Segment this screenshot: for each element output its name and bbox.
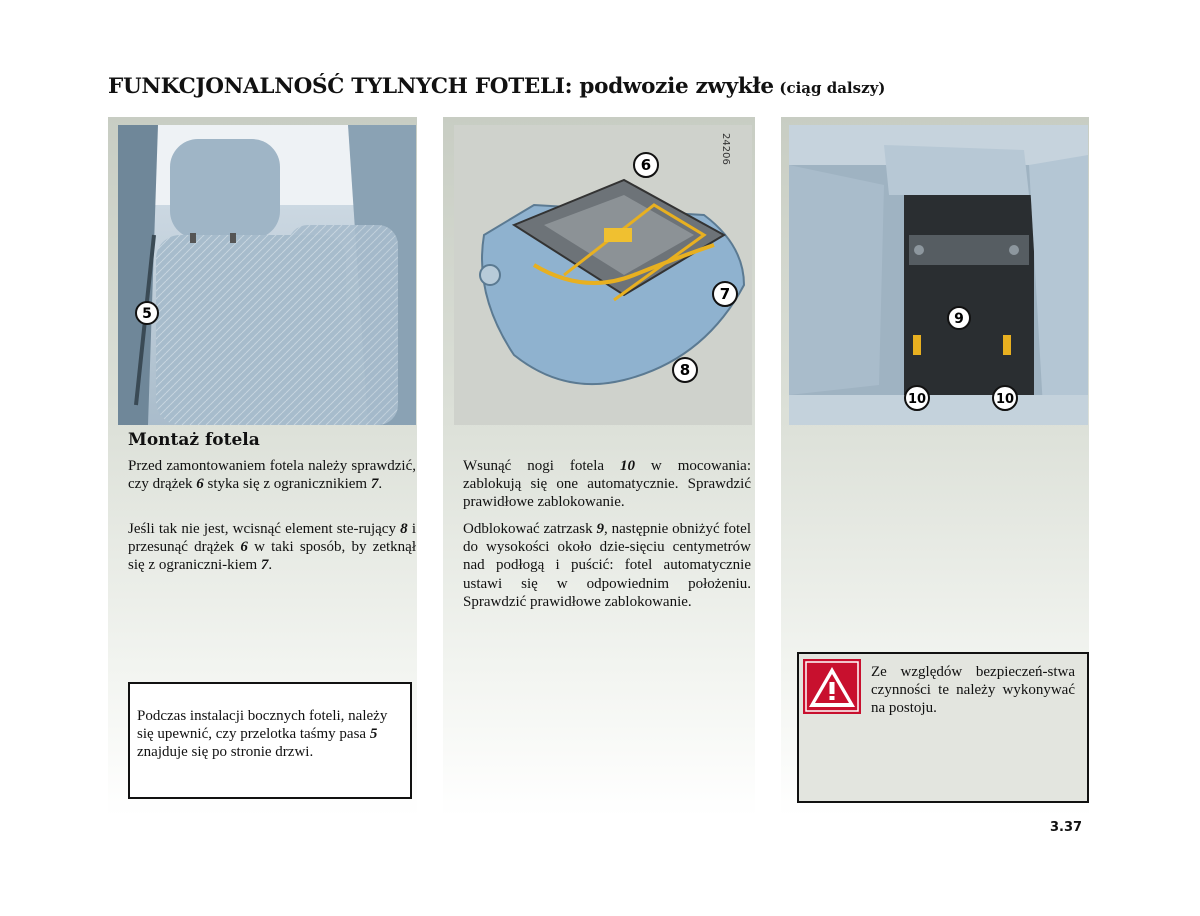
col1-paragraph-1: Przed zamontowaniem fotela należy sprawdzić, czy drążek 6 styka się z ogranicznikiem 7. — [128, 458, 416, 493]
callout-9 — [946, 305, 972, 331]
col2-paragraph-2: Odblokować zatrzask 9, następnie obniżyć fotel do wysokości około dzie-sięciu centymetrów nad podłogą i puścić: fotel automatycznie ustawi się w odpowiednim położeniu. Sprawdzić prawidłowe zablokowanie. — [463, 521, 752, 610]
section-heading: Montaż fotela — [128, 430, 260, 450]
svg-text:10: 10 — [995, 392, 1015, 407]
warning-box — [797, 652, 1089, 803]
note-text: Podczas instalacji bocznych foteli, należy się upewnić, czy przelotka taśmy pasa 5 znajduje się po stronie drzwi. — [137, 708, 388, 761]
title-main: FUNKCJONALNOŚĆ TYLNYCH FOTELI: podwozie zwykłe — [108, 74, 774, 99]
warning-text: Ze względów bezpieczeń-stwa czynności te należy wykonywać na postoju. — [871, 664, 1075, 717]
photo-rear-seat — [118, 125, 416, 425]
illustration-seat-underside — [454, 125, 752, 425]
callout-10-right — [990, 384, 1020, 412]
col1-paragraph-2: Jeśli tak nie jest, wcisnąć element ste-rujący 8 i przesunąć drążek 6 w taki sposób, by zetknął się z ograniczni-kiem 7. — [128, 521, 417, 574]
note-box — [128, 682, 412, 799]
svg-text:8: 8 — [679, 361, 691, 379]
callout-8 — [671, 356, 699, 384]
callout-6 — [632, 151, 660, 179]
page-number: 3.37 — [1050, 820, 1083, 835]
callout-7 — [711, 280, 739, 308]
svg-text:10: 10 — [907, 392, 927, 407]
title-continued: (ciąg dalszy) — [779, 79, 886, 97]
callout-5 — [134, 300, 160, 326]
svg-text:6: 6 — [640, 156, 652, 174]
photo-seat-mounts — [789, 125, 1088, 425]
callout-10-left — [902, 384, 932, 412]
svg-text:9: 9 — [954, 311, 964, 327]
svg-text:5: 5 — [142, 306, 152, 322]
page-title — [108, 74, 885, 99]
svg-text:7: 7 — [719, 285, 731, 303]
warning-triangle-icon — [803, 659, 861, 714]
image-code: 24206 — [720, 133, 731, 165]
col2-paragraph-1: Wsunąć nogi fotela 10 w mocowania: zablokują się one automatycznie. Sprawdzić prawidłowe zablokowanie. — [463, 458, 752, 511]
